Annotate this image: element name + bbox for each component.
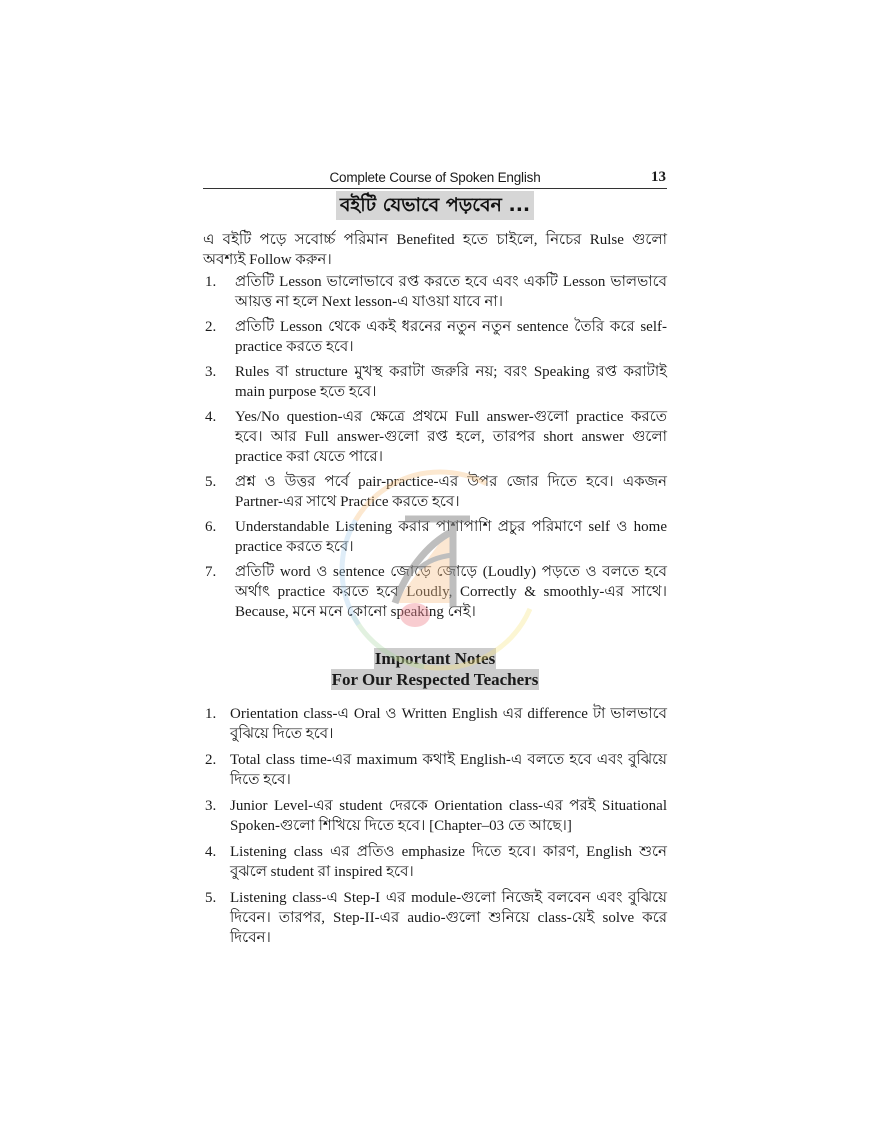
- rule-item: [203, 317, 667, 357]
- reading-rules-list: [203, 272, 667, 622]
- note-item: [203, 704, 667, 744]
- rule-item: [203, 472, 667, 512]
- section-heading-wrap: [203, 191, 667, 223]
- note-item: [203, 888, 667, 948]
- list-number: 3.: [205, 364, 217, 380]
- notes-heading-line2: For Our Respected Teachers: [331, 670, 539, 689]
- rule-text: Yes/No question-এর ক্ষেত্রে প্রথমে Full answer-গুলো practice করতে হবে। আর Full answer-গুলো রপ্ত হলে, তারপর short answer গুলো practice করা যেতে পারে।: [235, 409, 667, 465]
- notes-heading: [203, 648, 667, 690]
- rule-text: প্রতিটি Lesson থেকে একই ধরনের নতুন নতুন sentence তৈরি করে self-practice করতে হবে।: [235, 319, 667, 355]
- rule-text: Understandable Listening করার পাশাপাশি প্রচুর পরিমাণে self ও home practice করতে হবে।: [235, 519, 667, 555]
- rule-item: [203, 272, 667, 312]
- note-text: Orientation class-এ Oral ও Written English এর difference টা ভালভাবে বুঝিয়ে দিতে হবে।: [230, 706, 667, 742]
- intro-paragraph: এ বইটি পড়ে সবোর্চ্চ পরিমান Benefited হতে চাইলে, নিচের Rulse গুলো অবশ্যই Follow করুন।: [203, 232, 667, 268]
- note-text: Junior Level-এর student দেরকে Orientation class-এর পরই Situational Spoken-গুলো শিখিয়ে দিতে হবে। [Chapter–03 তে আছে।]: [230, 798, 667, 834]
- list-number: 7.: [205, 564, 217, 580]
- list-number: 4.: [205, 844, 217, 860]
- rule-item: [203, 407, 667, 467]
- page-number: 13: [651, 169, 666, 185]
- rule-text: প্রশ্ন ও উত্তর পর্বে pair-practice-এর উপর জোর দিতে হবে। একজন Partner-এর সাথে Practice করতে হবে।: [235, 474, 667, 510]
- notes-heading-line1: Important Notes: [374, 649, 496, 668]
- list-number: 4.: [205, 409, 217, 425]
- rule-item: [203, 517, 667, 557]
- list-number: 6.: [205, 519, 217, 535]
- list-number: 3.: [205, 798, 217, 814]
- list-number: 2.: [205, 319, 217, 335]
- rule-item: [203, 362, 667, 402]
- note-item: [203, 796, 667, 836]
- running-title: Complete Course of Spoken English: [329, 170, 541, 185]
- list-number: 5.: [205, 890, 217, 906]
- list-number: 1.: [205, 706, 217, 722]
- section-heading: বইটি যেভাবে পড়বেন ...: [336, 191, 534, 220]
- note-text: Listening class এর প্রতিও emphasize দিতে হবে। কারণ, English শুনে বুঝলে student রা inspired হবে।: [230, 844, 667, 880]
- rule-item: [203, 562, 667, 622]
- note-item: [203, 750, 667, 790]
- rule-text: প্রতিটি word ও sentence জোড়ে জোড়ে (Loudly) পড়তে ও বলতে হবে অর্থাৎ practice করতে হবে Loudly, Correctly & smoothly-এর সাথে। Because, মনে মনে কোনো speaking নেই।: [235, 564, 667, 620]
- book-page: [203, 168, 667, 954]
- list-number: 1.: [205, 274, 217, 290]
- running-head: [203, 168, 667, 189]
- note-item: [203, 842, 667, 882]
- rule-text: Rules বা structure মুখস্থ করাটা জরুরি নয়; বরং Speaking রপ্ত করাটাই main purpose হতে হবে।: [235, 364, 667, 400]
- rule-text: প্রতিটি Lesson ভালোভাবে রপ্ত করতে হবে এবং একটি Lesson ভালভাবে আয়ত্ত না হলে Next lesson-এ যাওয়া যাবে না।: [235, 274, 667, 310]
- list-number: 2.: [205, 752, 217, 768]
- note-text: Listening class-এ Step-I এর module-গুলো নিজেই বলবেন এবং বুঝিয়ে দিবেন। তারপর, Step-II-এর audio-গুলো শুনিয়ে class-য়েই solve করে দিবেন।: [230, 890, 667, 946]
- teacher-notes-list: [203, 704, 667, 948]
- note-text: Total class time-এর maximum কথাই English-এ বলতে হবে এবং বুঝিয়ে দিতে হবে।: [230, 752, 667, 788]
- list-number: 5.: [205, 474, 217, 490]
